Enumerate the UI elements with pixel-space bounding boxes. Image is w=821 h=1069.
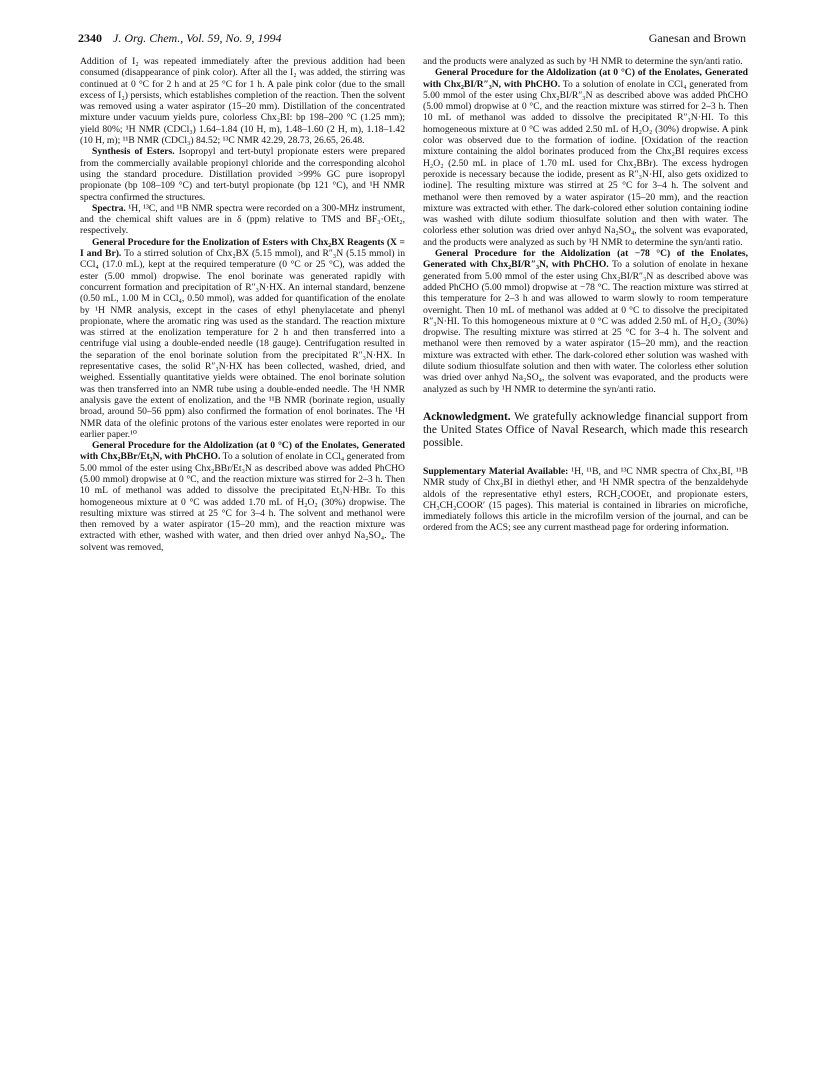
acknowledgment xyxy=(423,411,748,450)
paragraph-text: ¹H, ¹³C, and ¹¹B NMR spectra were recorded on a 300-MHz instrument, and the chemical shift values are in δ (ppm) relative to TMS and BF₃·OEt₂, respectively. xyxy=(80,202,405,237)
supplementary-heading: Supplementary Material Available: xyxy=(423,465,569,477)
section-spacer xyxy=(423,450,748,466)
section-heading-enolization: General Procedure for the Enolization of Esters with Chx₂BX Reagents (X = I and Br). xyxy=(80,236,405,260)
paragraph-text: To a stirred solution of Chx₂BX (5.15 mmol), and R″₃N (5.15 mmol) in CCl₄ (17.0 mL), kept at the required temperature (0 °C or 25 °C), was added the ester (5.00 mmol) dropwise. The enol borinate was generated rapidly with concurrent formation and precipitation of R″₃N·HX. An internal standard, benzene (0.50 mL, 1.00 M in CCl₄, 0.50 mmol), was added for quantification of the enolate by ¹H NMR analysis, except in the cases of ethyl phenylacetate and phenyl propionate, where the aromatic ring was used as the standard. The reaction mixture was stirred at the enolization temperature for 2 h and then transferred into a centrifuge vial using a double-ended needle (18 gauge). Centrifugation resulted in the separation of the enol borinate solution from the precipitated R″₃N·HX. In representative cases, the solid R″₃N·HX has been collected, washed, dried, and weighed. Essentially quantitative yields were obtained. The enol borinate solution was then transferred into an NMR tube using a double-ended needle. The ¹H NMR analysis gave the extent of enolization, and the ¹¹B NMR (borinate region, usually broad, around 50–56 ppm) also confirmed the formation of enol borinates. The ¹H NMR data of the olefinic protons of the various ester enolates were reported in our earlier paper.¹⁰ xyxy=(80,248,405,440)
running-authors: Ganesan and Brown xyxy=(648,31,746,45)
section-heading-aldolization-bi-78c: General Procedure for the Aldolization (at −78 °C) of the Enolates, Generated with Chx₂BI/R″₃N, with PhCHO. xyxy=(423,248,748,271)
section-heading-aldolization-bbr: General Procedure for the Aldolization (at 0 °C) of the Enolates, Generated with Chx₂BBr/Et₃N, with PhCHO. xyxy=(80,440,405,463)
journal-citation: J. Org. Chem., Vol. 59, No. 9, 1994 xyxy=(113,31,282,45)
acknowledgment-text: We gratefully acknowledge financial support from the United States Office of Naval Research, which made this research possible. xyxy=(423,410,748,449)
supplementary-text: ¹H, ¹¹B, and ¹³C NMR spectra of Chx₂BI, ¹¹B NMR study of Chx₂BI in diethyl ether, and ¹H NMR spectra of the benzaldehyde aldols of the representative ethyl esters, RCH₂COOEt, and propionate esters, CH₃CH₂COOR′ (15 pages). This material is contained in libraries on microfiche, immediately follows this article in the microfilm version of the journal, and can be ordered from the ACS; see any current masthead page for ordering information. xyxy=(423,465,748,534)
paragraph-text: To a solution of enolate in CCl₄ generated from 5.00 mmol of the ester using Chx₂BBr/Et₃N as described above was added PhCHO (5.00 mmol) dropwise at 0 °C, and the reaction mixture was stirred for 2–3 h. Then 10 mL of methanol was added to dissolve the precipitated Et₃N·HBr. To this homogeneous mixture at 0 °C was added 1.70 mL of H₂O₂ (30%) dropwise. The resulting mixture was stirred at 25 °C for 3–4 h. The solvent and methanol were then removed by a water aspirator (15–20 mm), and the reaction mixture was extracted with ether, washed with water, and then dried over anhyd Na₂SO₄. The solvent was removed, xyxy=(80,451,405,553)
paragraph-spectra xyxy=(80,203,405,237)
paragraph-aldolization-bi-0c xyxy=(423,67,748,248)
paragraph-text: Isopropyl and tert-butyl propionate esters were prepared from the commercially available propionyl chloride and the corresponding alcohol using the standard procedure. Distillation provided >99% GC pure isopropyl propionate (bp 108–109 °C) and tert-butyl propionate (bp 121 °C), and ¹H NMR spectra confirmed the structures. xyxy=(80,146,405,203)
paragraph-text: To a solution of enolate in hexane generated from 5.00 mmol of the ester using Chx₂BI/R″₃N as described above was added PhCHO (5.00 mmol) dropwise at −78 °C. The reaction mixture was stirred at this temperature for 2–3 h and was allowed to warm slowly to room temperature overnight. Then 10 mL of methanol was added at 0 °C to dissolve the precipitated R″₃N·HI. To this homogeneous mixture at 0 °C was added 2.50 mL of H₂O₂ (30%) dropwise. The resulting mixture was stirred at 25 °C for 3–4 h. The solvent and methanol were then removed by a water aspirator (15–20 mm), and the reaction mixture was extracted with ether. The dark-colored ether solution was washed with dilute sodium thiosulfate solution and then with water. The colorless ether solution was dried over anhyd Na₂SO₄, the solvent was evaporated, and the products were analyzed as such by ¹H NMR to determine the syn/anti ratio. xyxy=(423,259,748,395)
acknowledgment-heading: Acknowledgment. xyxy=(423,410,511,423)
paragraph-aldolization-bbr xyxy=(80,440,405,553)
section-spacer xyxy=(423,395,748,411)
paragraph-iodide-distillation: Addition of I₂ was repeated immediately after the previous addition had been consumed (disappearance of pink color). After all the I₂ was added, the stirring was continued at 0 °C for 2 h and at 25 °C for 1 h. A pale pink color (due to the small excess of I₂) persists, which establishes completion of the reaction. Then the solvent was removed using a water aspirator (15–20 mm). Distillation of the concentrated mixture under vacuum yields pure, colorless Chx₂BI: bp 198–200 °C (1.25 mm); yield 80%; ¹H NMR (CDCl₃) 1.64–1.84 (10 H, m), 1.48–1.60 (2 H, m), 1.18–1.42 (10 H, m); ¹¹B NMR (CDCl₃) 84.52; ¹³C NMR 42.29, 28.73, 26.65, 26.48. xyxy=(80,56,405,147)
section-heading-aldolization-bi-0c: General Procedure for the Aldolization (at 0 °C) of the Enolates, Generated with Chx₂BI/R″₃N, with PhCHO. xyxy=(423,67,748,90)
paragraph-enolization xyxy=(80,237,405,440)
page-header xyxy=(78,30,746,46)
paragraph-aldolization-bi-78c xyxy=(423,248,748,395)
section-heading-spectra: Spectra. xyxy=(92,202,126,214)
paragraph-continuation: and the products were analyzed as such by ¹H NMR to determine the syn/anti ratio. xyxy=(423,56,743,67)
supplementary-material xyxy=(423,466,748,534)
page-number: 2340 xyxy=(78,31,102,45)
section-heading-synthesis: Synthesis of Esters. xyxy=(92,146,175,158)
paragraph-text: To a solution of enolate in CCl₄ generated from 5.00 mmol of the ester using Chx₂BI/R″₃N as described above was added PhCHO (5.00 mmol) dropwise at 0 °C, and the reaction mixture was stirred for 2–3 h. Then 10 mL of methanol was added to dissolve the precipitated R″₃N·HI. To this homogeneous mixture at 0 °C was added 2.50 mL of H₂O₂ (30%) dropwise. A pink color was observed due to the formation of iodine. [Oxidation of the reaction mixture containing the aldol borinates produced from the Chx₂BI requires excess H₂O₂ (2.50 mL in place of 1.70 mL used for Chx₂BBr). The excess hydrogen peroxide is necessary because the iodide, present as R″₃N·HI, also gets oxidized to iodine]. The resulting mixture was stirred at 25 °C for 3–4 h. The solvent and methanol were then removed by a water aspirator (15–20 mm), and the reaction mixture was extracted with ether. The dark-colored ether solution containing iodine was washed with dilute sodium thiosulfate solution and then with water. The colorless ether solution was dried over anhyd Na₂SO₄, the solvent was evaporated, and the products were analyzed as such by ¹H NMR to determine the syn/anti ratio. xyxy=(423,78,749,248)
paragraph-synthesis-of-esters xyxy=(80,146,405,202)
left-column xyxy=(80,56,405,553)
right-column xyxy=(423,56,748,534)
